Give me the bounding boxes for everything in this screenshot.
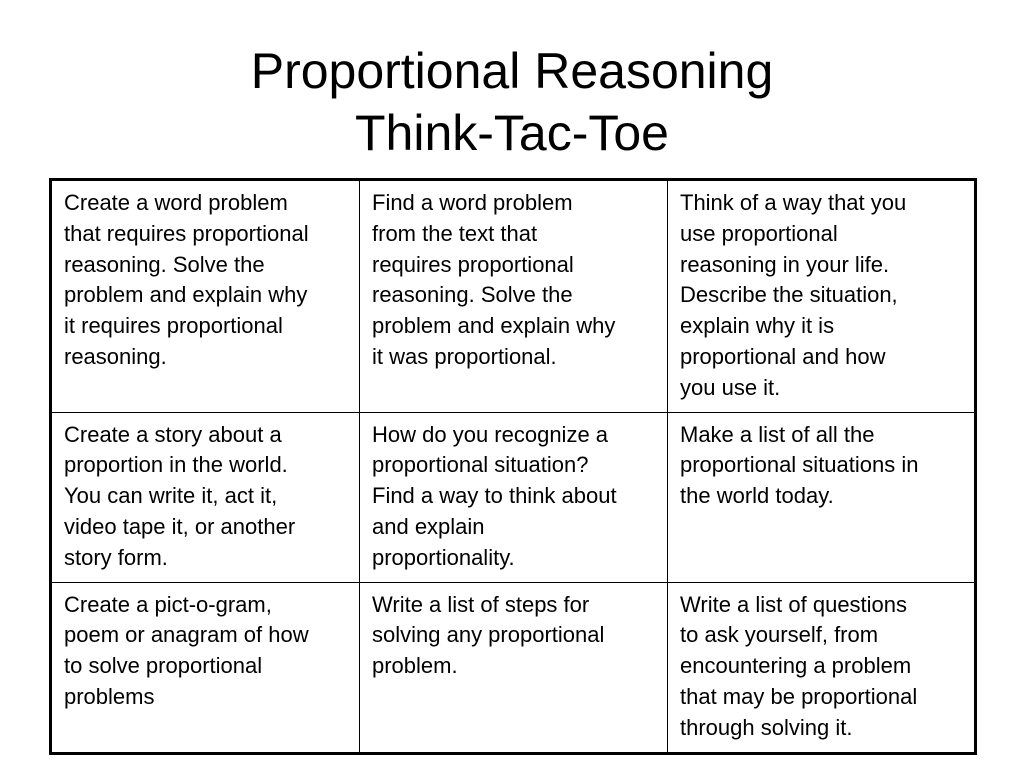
grid-cell-r1-c1: Create a word problem that requires proportional reasoning. Solve the problem and explain why it requires proportional reasoning. — [51, 180, 360, 413]
grid-cell-r3-c2: Write a list of steps for solving any proportional problem. — [360, 582, 668, 753]
slide-title — [0, 40, 1024, 164]
slide-title-line-2: Think-Tac-Toe — [355, 105, 669, 161]
grid-cell-r1-c3: Think of a way that you use proportional reasoning in your life. Describe the situation, explain why it is proportional and how you use it. — [668, 180, 976, 413]
grid-row-1 — [51, 180, 976, 413]
slide-title-line-1: Proportional Reasoning — [250, 43, 774, 99]
grid-cell-r2-c3: Make a list of all the proportional situations in the world today. — [668, 412, 976, 582]
grid-row-2 — [51, 412, 976, 582]
grid-cell-r3-c3: Write a list of questions to ask yourself, from encountering a problem that may be proportional through solving it. — [668, 582, 976, 753]
grid-row-3 — [51, 582, 976, 753]
grid-cell-r2-c1: Create a story about a proportion in the world. You can write it, act it, video tape it, or another story form. — [51, 412, 360, 582]
grid-cell-r3-c1: Create a pict-o-gram, poem or anagram of how to solve proportional problems — [51, 582, 360, 753]
grid-cell-r2-c2: How do you recognize a proportional situation? Find a way to think about and explain proportionality. — [360, 412, 668, 582]
think-tac-toe-grid — [49, 178, 977, 755]
grid-cell-r1-c2: Find a word problem from the text that requires proportional reasoning. Solve the problem and explain why it was proportional. — [360, 180, 668, 413]
